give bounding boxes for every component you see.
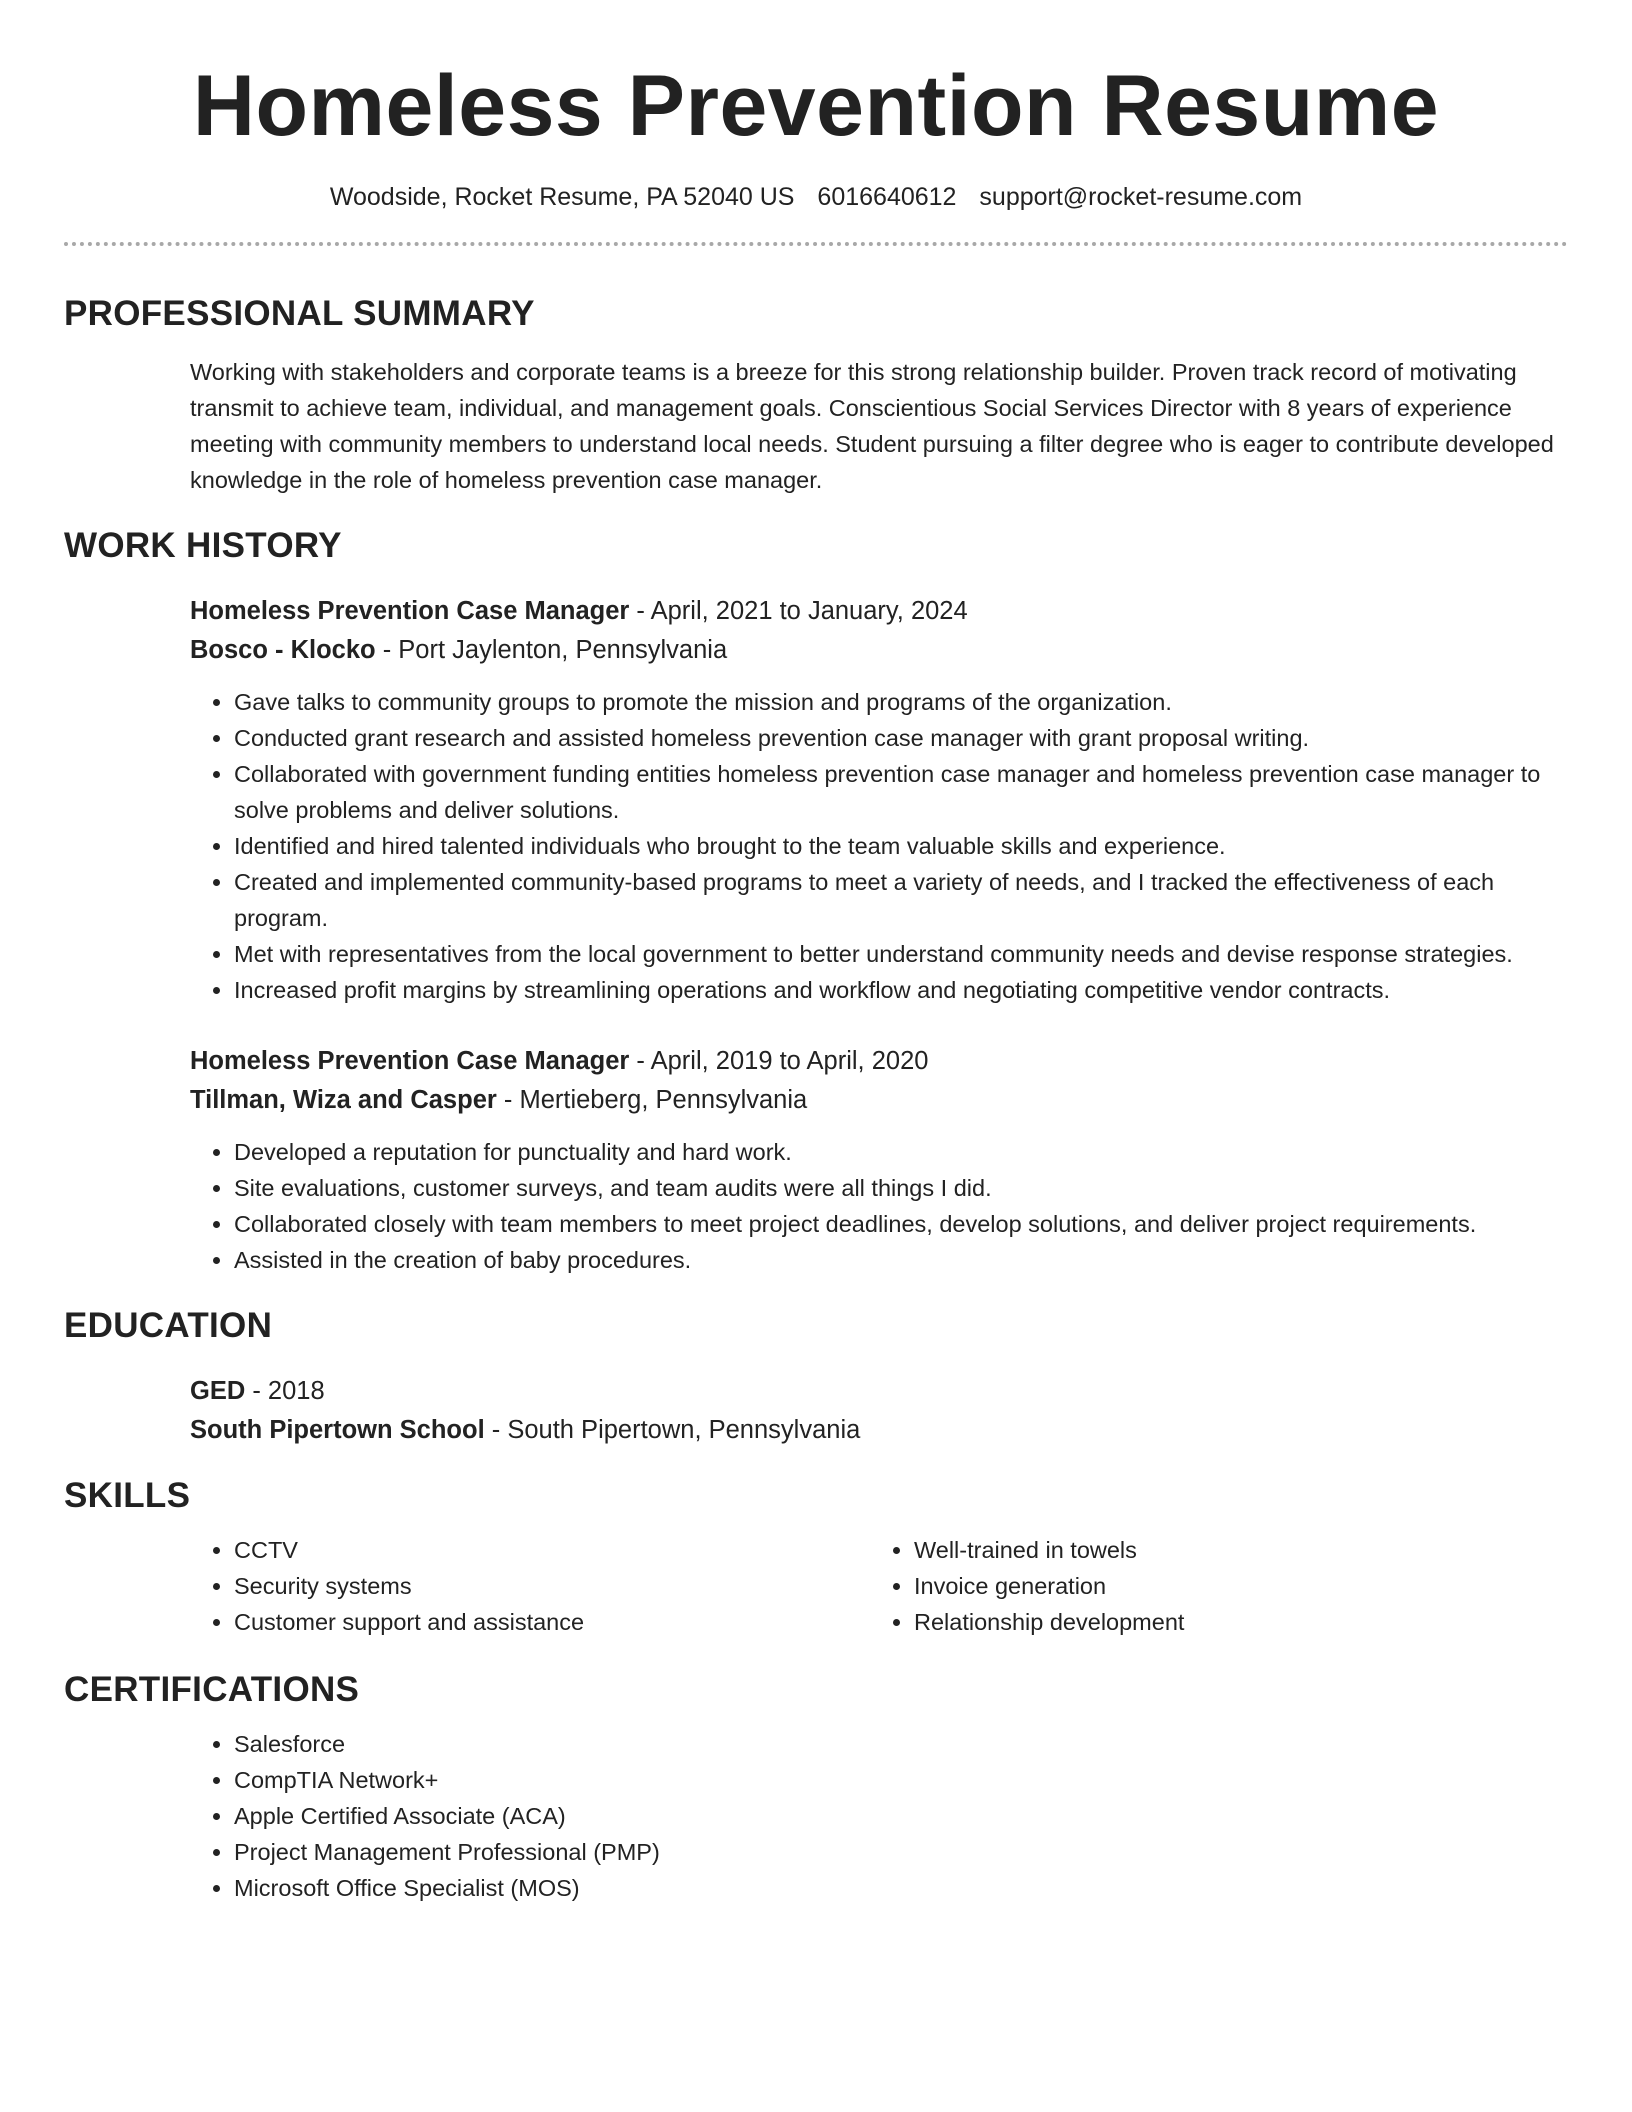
skills-list (870, 1532, 1550, 1640)
education-entry (190, 1372, 1568, 1450)
list-item: • Assisted in the creation of baby procedures. (234, 1242, 1568, 1278)
work-history-heading: WORK HISTORY (64, 526, 342, 565)
list-item: • Customer support and assistance (234, 1604, 870, 1640)
job-title-line (190, 1042, 1568, 1081)
job-title-line (190, 592, 1568, 631)
list-item: • Collaborated closely with team members to meet project deadlines, develop solutions, and deliver project requirements. (234, 1206, 1568, 1242)
job-dates: - April, 2019 to April, 2020 (629, 1047, 929, 1075)
list-item: • Conducted grant research and assisted homeless prevention case manager with grant proposal writing. (234, 720, 1568, 756)
job-company-line (190, 1081, 1568, 1120)
degree-line (190, 1372, 1568, 1411)
address-text: Woodside, Rocket Resume, PA 52040 US (329, 183, 795, 211)
summary-text: Working with stakeholders and corporate teams is a breeze for this strong relationship builder. Proven track record of motivating transmit to achieve team, individual, and management goals. Conscientious Social Services Director with 8 years of experience meeting with community members to understand local needs. Student pursuing a filter degree who is eager to contribute developed knowledge in the role of homeless prevention case manager. (190, 359, 1554, 493)
list-item: • Apple Certified Associate (ACA) (234, 1798, 1568, 1834)
school-location: - South Pipertown, Pennsylvania (484, 1416, 861, 1444)
job-company: Bosco - Klocko (190, 636, 376, 664)
summary-heading: PROFESSIONAL SUMMARY (64, 294, 535, 333)
skills-heading: SKILLS (64, 1476, 191, 1515)
certifications-section (64, 1668, 1568, 1906)
skills-list (190, 1532, 870, 1640)
contact-line (64, 182, 1568, 212)
list-item: • Project Management Professional (PMP) (234, 1834, 1568, 1870)
summary-section (64, 292, 1568, 498)
list-item: • Security systems (234, 1568, 870, 1604)
skills-column-left (190, 1532, 870, 1640)
list-item: • Well-trained in towels (914, 1532, 1550, 1568)
list-item: • Microsoft Office Specialist (MOS) (234, 1870, 1568, 1906)
skills-section (64, 1474, 1568, 1640)
list-item: • CCTV (234, 1532, 870, 1568)
job-entry (190, 1042, 1568, 1278)
degree-year: - 2018 (245, 1377, 325, 1405)
phone-text: 6016640612 (817, 183, 957, 211)
job-bullets (190, 1134, 1568, 1278)
page-title: Homeless Prevention Resume (192, 58, 1440, 154)
header-divider (64, 242, 1568, 246)
job-location: - Mertieberg, Pennsylvania (496, 1086, 808, 1114)
certifications-block (190, 1726, 1568, 1906)
job-dates: - April, 2021 to January, 2024 (629, 597, 968, 625)
email-text: support@rocket-resume.com (979, 183, 1303, 211)
education-section (64, 1304, 1568, 1450)
list-item: • Site evaluations, customer surveys, and team audits were all things I did. (234, 1170, 1568, 1206)
job-bullets (190, 684, 1568, 1008)
job-role: Homeless Prevention Case Manager (190, 1047, 630, 1075)
list-item: • Developed a reputation for punctuality and hard work. (234, 1134, 1568, 1170)
degree-name: GED (190, 1377, 246, 1405)
list-item: • Met with representatives from the local government to better understand community needs and devise response strategies. (234, 936, 1568, 972)
list-item: • Increased profit margins by streamlining operations and workflow and negotiating competitive vendor contracts. (234, 972, 1568, 1008)
list-item: • Created and implemented community-based programs to meet a variety of needs, and I tracked the effectiveness of each program. (234, 864, 1568, 936)
list-item: • Gave talks to community groups to promote the mission and programs of the organization. (234, 684, 1568, 720)
job-entry (190, 592, 1568, 1008)
education-heading: EDUCATION (64, 1306, 273, 1345)
school-line (190, 1411, 1568, 1450)
list-item: • Identified and hired talented individuals who brought to the team valuable skills and experience. (234, 828, 1568, 864)
list-item: • Relationship development (914, 1604, 1550, 1640)
certifications-heading: CERTIFICATIONS (64, 1670, 360, 1709)
job-role: Homeless Prevention Case Manager (190, 597, 630, 625)
certifications-list (190, 1726, 1568, 1906)
job-company: Tillman, Wiza and Casper (190, 1086, 497, 1114)
skills-column-right (870, 1532, 1550, 1640)
skills-columns (190, 1532, 1568, 1640)
job-company-line (190, 631, 1568, 670)
list-item: • Collaborated with government funding entities homeless prevention case manager and homeless prevention case manager to solve problems and deliver solutions. (234, 756, 1568, 828)
list-item: • CompTIA Network+ (234, 1762, 1568, 1798)
school-name: South Pipertown School (190, 1416, 485, 1444)
list-item: • Invoice generation (914, 1568, 1550, 1604)
job-location: - Port Jaylenton, Pennsylvania (375, 636, 728, 664)
list-item: • Salesforce (234, 1726, 1568, 1762)
work-history-section (64, 524, 1568, 1278)
